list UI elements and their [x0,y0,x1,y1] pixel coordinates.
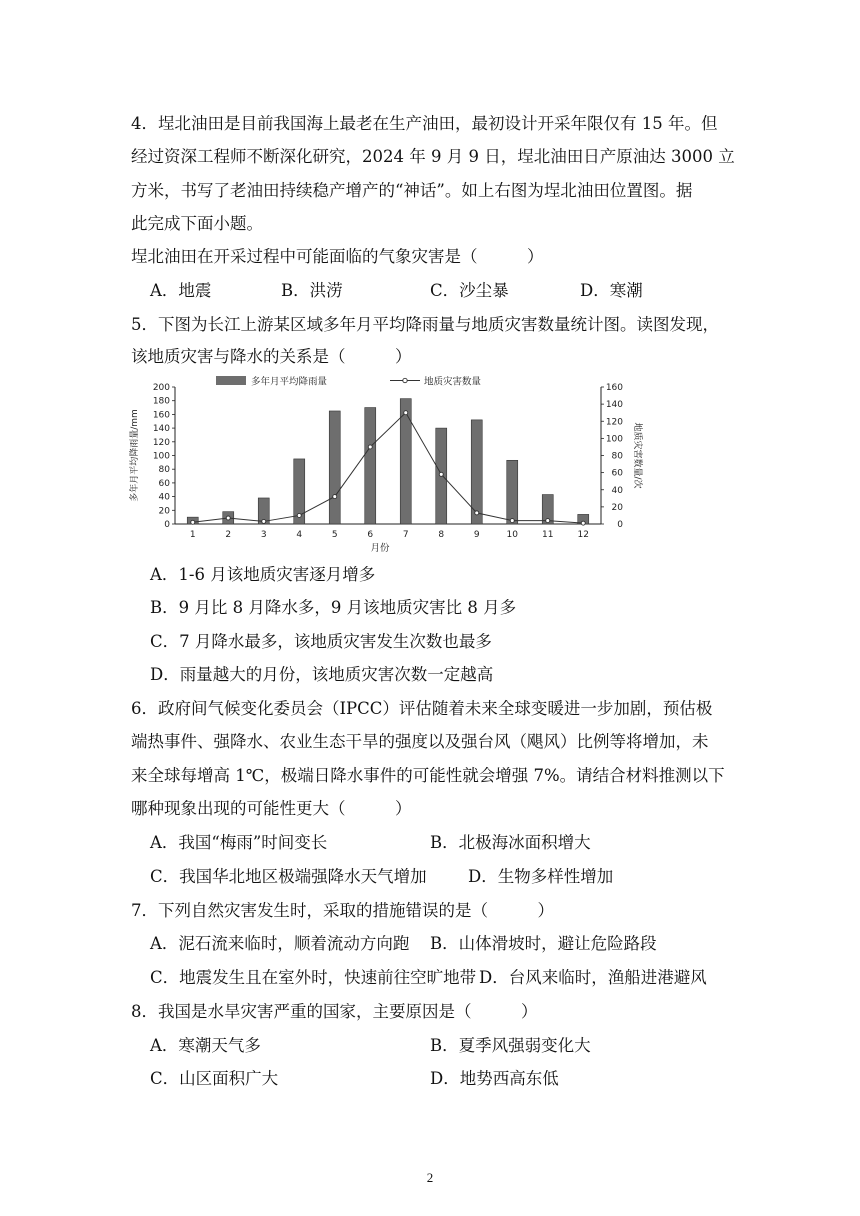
rainfall-bar [507,460,518,524]
q4-option-b[interactable]: B．洪涝 [281,281,343,300]
chart-legend [216,376,482,388]
y2-tick-label: 140 [605,400,623,411]
y2-tick-label: 160 [605,383,623,393]
q7-option-d[interactable]: D．台风来临时，渔船进港避风 [479,968,707,987]
x-tick-label: 7 [402,530,409,540]
x-tick-label: 10 [506,530,518,540]
disaster-count-point [439,472,443,476]
disaster-count-point [475,511,479,515]
q8-option-d[interactable]: D．地势西高东低 [430,1069,559,1088]
q4-stem-line-4: 此完成下面小题。 [131,214,263,233]
q6-stem-line-4: 哪种现象出现的可能性更大（ ） [131,799,412,818]
y-tick-label: 140 [152,424,170,435]
disaster-count-point [297,513,301,517]
q5-option-c[interactable]: C．7 月降水最多，该地质灾害发生次数也最多 [150,632,492,651]
y-tick-label: 100 [152,451,170,462]
y-tick-label: 200 [152,383,170,393]
rainfall-bar [400,399,411,524]
legend-bar-label: 多年月平均降雨量 [251,376,328,388]
q8-stem-line-1: 8．我国是水旱灾害严重的国家，主要原因是（ ） [131,1002,538,1021]
disaster-count-point [404,411,408,415]
x-tick-label: 3 [260,530,267,540]
q4-option-d[interactable]: D．寒潮 [580,281,643,300]
legend-line-marker [403,378,407,382]
x-tick-label: 12 [577,530,589,540]
q5-option-d[interactable]: D．雨量越大的月份，该地质灾害次数一定越高 [150,665,494,684]
page-number: 2 [426,1170,434,1185]
disaster-count-point [191,520,195,524]
q6-option-d[interactable]: D．生物多样性增加 [468,867,614,886]
disaster-count-point [226,516,230,520]
q6-option-a[interactable]: A．我国“梅雨”时间变长 [150,833,328,852]
y-tick-label: 40 [158,492,170,503]
q6-option-b[interactable]: B．北极海冰面积增大 [430,833,591,852]
disaster-count-line [193,413,584,523]
q5-stem-line-2: 该地质灾害与降水的关系是（ ） [131,347,412,366]
y-tick-label: 160 [152,410,170,421]
x-tick-label: 11 [542,530,554,540]
rainfall-disaster-chart [128,370,648,560]
y2-tick-label: 60 [611,468,623,479]
disaster-count-point [262,519,266,523]
q8-option-b[interactable]: B．夏季风强弱变化大 [430,1036,591,1055]
y-tick-label: 20 [158,506,170,517]
x-tick-label: 9 [473,530,480,540]
q5-option-b[interactable]: B．9 月比 8 月降水多，9 月该地质灾害比 8 月多 [150,598,517,617]
y-tick-label: 180 [152,396,170,407]
legend-bar-swatch [216,376,246,385]
x-axis-label: 月份 [370,543,390,554]
x-tick-label: 8 [438,530,445,540]
x-tick-label: 6 [367,530,374,540]
rainfall-bar [329,411,340,524]
x-tick-label: 5 [331,530,338,540]
y2-tick-label: 120 [605,417,623,428]
q4-stem-line-3: 方米，书写了老油田持续稳产增产的“神话”。如上右图为埕北油田位置图。据 [131,181,693,200]
q8-option-a[interactable]: A．寒潮天气多 [150,1036,261,1055]
q8-option-c[interactable]: C．山区面积广大 [150,1069,279,1088]
y2-axis-label: 地质灾害数量/次 [632,422,642,489]
y2-tick-label: 40 [611,485,623,496]
q5-option-a[interactable]: A．1-6 月该地质灾害逐月增多 [150,565,376,584]
q7-option-b[interactable]: B．山体滑坡时，避让危险路段 [430,934,657,953]
x-tick-label: 2 [225,530,232,540]
q7-option-a[interactable]: A．泥石流来临时，顺着流动方向跑 [150,934,410,953]
q4-stem-line-2: 经过资深工程师不断深化研究，2024 年 9 月 9 日，埕北油田日产原油达 3000 立 [131,147,735,166]
disaster-count-point [510,519,514,523]
q7-option-c[interactable]: C．地震发生且在室外时，快速前往空旷地带 [150,968,477,987]
q6-stem-line-3: 来全球每增高 1℃，极端日降水事件的可能性就会增强 7%。请结合材料推测以下 [131,766,725,785]
y-tick-label: 80 [158,465,170,476]
x-tick-label: 4 [296,530,303,540]
disaster-count-point [333,495,337,499]
y2-tick-label: 80 [611,451,623,462]
disaster-count-point [546,519,550,523]
q7-stem-line-1: 7．下列自然灾害发生时，采取的措施错误的是（ ） [131,901,554,920]
q4-stem-line-1: 4．埕北油田是目前我国海上最老在生产油田，最初设计开采年限仅有 15 年。但 [131,114,718,133]
q4-sub-question: 埕北油田在开采过程中可能面临的气象灾害是（ ） [131,247,544,266]
y2-tick-label: 0 [617,520,623,530]
y2-tick-label: 20 [611,502,623,513]
rainfall-bar [365,408,376,524]
disaster-count-point [368,445,372,449]
y-axis-label: 多年月平均降雨量/mm [130,409,140,502]
q4-option-c[interactable]: C．沙尘暴 [430,281,509,300]
q6-option-c[interactable]: C．我国华北地区极端强降水天气增加 [150,867,427,886]
x-tick-label: 1 [189,530,196,540]
q4-option-a[interactable]: A．地震 [150,281,212,300]
disaster-count-point [581,521,585,525]
q6-stem-line-2: 端热事件、强降水、农业生态干旱的强度以及强台风（飓风）比例等将增加，未 [131,732,709,751]
y-tick-label: 60 [158,478,170,489]
y-tick-label: 120 [152,437,170,448]
q5-stem-line-1: 5．下图为长江上游某区域多年月平均降雨量与地质灾害数量统计图。读图发现， [131,315,719,334]
y-tick-label: 0 [164,520,170,530]
q6-stem-line-1: 6．政府间气候变化委员会（IPCC）评估随着未来全球变暖进一步加剧，预估极 [131,699,713,718]
y2-tick-label: 100 [605,434,623,445]
legend-line-label: 地质灾害数量 [424,376,482,388]
